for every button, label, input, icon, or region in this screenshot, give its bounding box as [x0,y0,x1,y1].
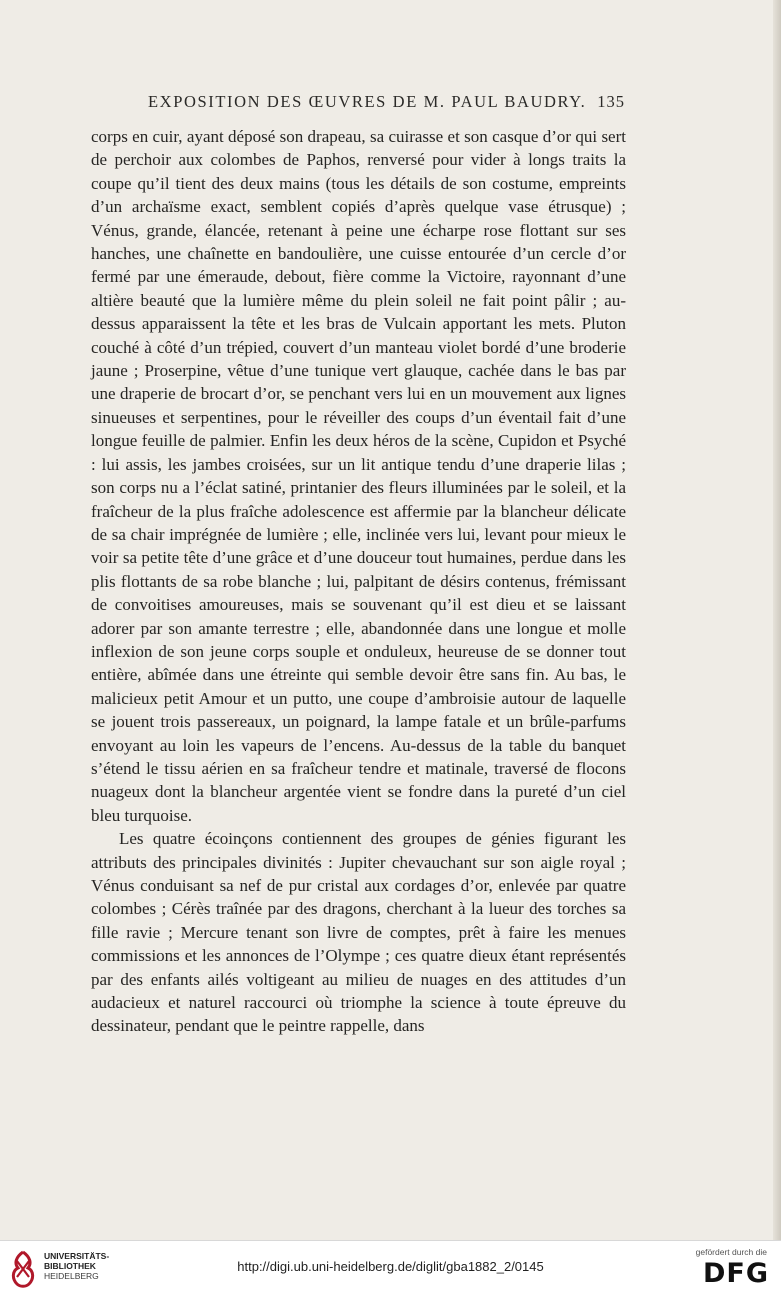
library-name-line1: UNIVERSITÄTS- [44,1251,110,1261]
permalink-url[interactable]: http://digi.ub.uni-heidelberg.de/diglit/gba1882_2/0145 [237,1259,544,1274]
paragraph-2: Les quatre écoinçons contiennent des groupes de génies figurant les attributs des principales divinités : Jupiter chevauchant sur son aigle royal ; Vénus conduisant sa nef de pur cristal aux cordages d’or, enlevée par quatre colombes ; Cérès traînée par des dragons, cherchant à la lueur des torches sa fille ravie ; Mercure tenant son livre de comptes, prêt à faire les menues commissions et les annonces de l’Olympe ; ces quatre dieux étant représentés par des enfants ailés voltigeant au milieu de nuages en des attitudes d’un audacieux et naturel raccourci où triomphe la science à toute épreuve du dessinateur, pendant que le peintre rappelle, dans [91,829,626,1036]
viewer-footer [0,1240,781,1297]
page-edge-shadow [773,0,781,1240]
running-header [120,92,625,118]
dfg-logo[interactable]: DFG [702,1258,769,1289]
running-title: EXPOSITION DES ŒUVRES DE M. PAUL BAUDRY. [148,92,587,111]
funded-by-label: gefördert durch die [695,1247,767,1257]
paragraph-1: corps en cuir, ayant déposé son drapeau, sa cuirasse et son casque d’or qui sert de perchoir aux colombes de Paphos, renversé pour vider à longs traits la coupe qu’il tient des deux mains (tous les détails de son costume, empreints d’un archaïsme exact, semblent copiés d’après quelque vase étrusque) ; Vénus, grande, élancée, retenant à peine une écharpe rose flottant sur ses hanches, une chaînette en bandoulière, une cuisse entourée d’un cercle d’or fermé par une émeraude, debout, fière comme la Victoire, rayonnant d’une altière beauté que la lumière même du plein soleil ne fait point pâlir ; au-dessus apparaissent la tête et les bras de Vulcain apportant les mets. Pluton couché à côté d’un trépied, couvert d’un manteau violet bordé d’une broderie jaune ; Proserpine, vêtue d’une tunique vert glauque, cachée dans le bas par une draperie de brocart d’or, se penchant vers lui en un mouvement aux lignes sinueuses et serpentines, pour le réveiller des coups d’un éventail fait d’une longue feuille de palmier. Enfin les deux héros de la scène, Cupidon et Psyché : lui assis, les jambes croisées, sur un lit antique tendu d’une draperie lilas ; son corps nu a l’éclat satiné, printanier des fleurs illuminées par le soleil, et la fraîcheur de la plus fraîche adolescence est affermie par la blancheur délicate de sa chair imprégnée de lumière ; elle, inclinée vers lui, levant pour mieux le voir sa petite tête d’une grâce et d’une douceur tout humaines, perdue dans les plis flottants de sa robe blanche ; lui, palpitant de désirs contenus, frémissant de convoitises amoureuses, mais se souvenant qu’il est dieu et se laissant adorer par son amante terrestre ; elle, abandonnée dans une longue et molle inflexion de son jeune corps souple et onduleux, heureuse de se donner tout entière, abîmée dans une étreinte qui semble devoir être sans fin. Au bas, le malicieux petit Amour et un putto, une coupe d’ambroisie autour de laquelle se jouent trois passereaux, un poignard, la lampe fatale et un brûle-parfums envoyant au loin les vapeurs de l’encens. Au-dessus de la table du banquet s’étend le tissu aérien en sa fraîcheur tendre et matinale, traversé de flocons nuageux dont la blancheur argentée vient se fondre dans la pureté d’un ciel bleu turquoise. [91,127,626,825]
library-name-line2: BIBLIOTHEK [44,1261,96,1271]
page-number: 135 [597,92,625,111]
library-name-line3: HEIDELBERG [44,1271,99,1281]
body-text [91,125,626,1038]
